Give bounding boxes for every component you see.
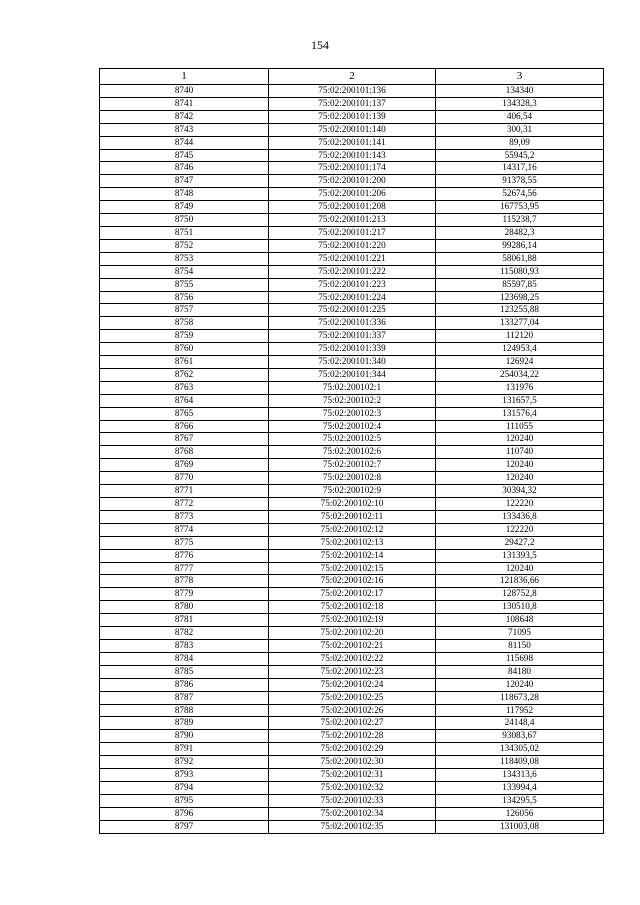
cadastral-number-cell: 75:02:200102:31 bbox=[269, 769, 436, 782]
table-row bbox=[100, 149, 604, 162]
row-number-cell: 8765 bbox=[100, 407, 269, 420]
cadastral-number-cell: 75:02:200102:6 bbox=[269, 446, 436, 459]
row-number-cell: 8778 bbox=[100, 575, 269, 588]
value-cell: 133436,8 bbox=[436, 510, 604, 523]
table-row bbox=[100, 188, 604, 201]
row-number-cell: 8787 bbox=[100, 691, 269, 704]
row-number-cell: 8783 bbox=[100, 639, 269, 652]
table-row bbox=[100, 485, 604, 498]
cadastral-number-cell: 75:02:200102:16 bbox=[269, 575, 436, 588]
table-row bbox=[100, 356, 604, 369]
row-number-cell: 8790 bbox=[100, 730, 269, 743]
cadastral-number-cell: 75:02:200101:225 bbox=[269, 304, 436, 317]
row-number-cell: 8762 bbox=[100, 368, 269, 381]
table-row bbox=[100, 459, 604, 472]
cadastral-number-cell: 75:02:200102:29 bbox=[269, 743, 436, 756]
table-row bbox=[100, 123, 604, 136]
value-cell: 55945,2 bbox=[436, 149, 604, 162]
table-row bbox=[100, 201, 604, 214]
table-row bbox=[100, 807, 604, 820]
row-number-cell: 8786 bbox=[100, 678, 269, 691]
cadastral-number-cell: 75:02:200102:26 bbox=[269, 704, 436, 717]
value-cell: 122220 bbox=[436, 523, 604, 536]
cadastral-number-cell: 75:02:200102:32 bbox=[269, 781, 436, 794]
table-row bbox=[100, 175, 604, 188]
table-row bbox=[100, 536, 604, 549]
value-cell: 85597,85 bbox=[436, 278, 604, 291]
cadastral-number-cell: 75:02:200102:35 bbox=[269, 820, 436, 833]
table-row bbox=[100, 239, 604, 252]
value-cell: 120240 bbox=[436, 472, 604, 485]
table-row bbox=[100, 162, 604, 175]
value-cell: 133994,4 bbox=[436, 781, 604, 794]
value-cell: 123255,88 bbox=[436, 304, 604, 317]
row-number-cell: 8766 bbox=[100, 420, 269, 433]
cadastral-number-cell: 75:02:200102:4 bbox=[269, 420, 436, 433]
value-cell: 134313,6 bbox=[436, 769, 604, 782]
row-number-cell: 8780 bbox=[100, 601, 269, 614]
cadastral-number-cell: 75:02:200101:141 bbox=[269, 136, 436, 149]
table-row bbox=[100, 433, 604, 446]
cadastral-number-cell: 75:02:200101:174 bbox=[269, 162, 436, 175]
row-number-cell: 8770 bbox=[100, 472, 269, 485]
value-cell: 128752,8 bbox=[436, 588, 604, 601]
table-row bbox=[100, 665, 604, 678]
cadastral-number-cell: 75:02:200101:220 bbox=[269, 239, 436, 252]
cadastral-number-cell: 75:02:200102:27 bbox=[269, 717, 436, 730]
row-number-cell: 8740 bbox=[100, 85, 269, 98]
value-cell: 115238,7 bbox=[436, 214, 604, 227]
table-row bbox=[100, 756, 604, 769]
table-row bbox=[100, 627, 604, 640]
cadastral-number-cell: 75:02:200101:137 bbox=[269, 97, 436, 110]
cadastral-number-cell: 75:02:200101:339 bbox=[269, 343, 436, 356]
column-header-1: 1 bbox=[100, 69, 269, 85]
page-number: 154 bbox=[311, 38, 329, 52]
table-row bbox=[100, 639, 604, 652]
row-number-cell: 8755 bbox=[100, 278, 269, 291]
table-row bbox=[100, 85, 604, 98]
row-number-cell: 8763 bbox=[100, 381, 269, 394]
table-row bbox=[100, 510, 604, 523]
cadastral-number-cell: 75:02:200101:221 bbox=[269, 252, 436, 265]
value-cell: 110740 bbox=[436, 446, 604, 459]
value-cell: 120240 bbox=[436, 562, 604, 575]
table-row bbox=[100, 343, 604, 356]
cadastral-number-cell: 75:02:200102:1 bbox=[269, 381, 436, 394]
table-row bbox=[100, 446, 604, 459]
table-row bbox=[100, 317, 604, 330]
row-number-cell: 8788 bbox=[100, 704, 269, 717]
table-row bbox=[100, 136, 604, 149]
row-number-cell: 8751 bbox=[100, 226, 269, 239]
value-cell: 300,31 bbox=[436, 123, 604, 136]
row-number-cell: 8781 bbox=[100, 614, 269, 627]
row-number-cell: 8767 bbox=[100, 433, 269, 446]
cadastral-number-cell: 75:02:200102:19 bbox=[269, 614, 436, 627]
cadastral-number-cell: 75:02:200102:10 bbox=[269, 498, 436, 511]
value-cell: 134328,3 bbox=[436, 97, 604, 110]
cadastral-number-cell: 75:02:200101:136 bbox=[269, 85, 436, 98]
column-header-3: 3 bbox=[436, 69, 604, 85]
table-row bbox=[100, 265, 604, 278]
cadastral-number-cell: 75:02:200101:337 bbox=[269, 330, 436, 343]
value-cell: 89,09 bbox=[436, 136, 604, 149]
value-cell: 123698,25 bbox=[436, 291, 604, 304]
table-row bbox=[100, 394, 604, 407]
table-row bbox=[100, 820, 604, 833]
value-cell: 111055 bbox=[436, 420, 604, 433]
table-row bbox=[100, 652, 604, 665]
row-number-cell: 8794 bbox=[100, 781, 269, 794]
table-row bbox=[100, 214, 604, 227]
value-cell: 120240 bbox=[436, 678, 604, 691]
value-cell: 108648 bbox=[436, 614, 604, 627]
value-cell: 24148,4 bbox=[436, 717, 604, 730]
table-row bbox=[100, 678, 604, 691]
row-number-cell: 8785 bbox=[100, 665, 269, 678]
table-row bbox=[100, 420, 604, 433]
table-row bbox=[100, 523, 604, 536]
value-cell: 84180 bbox=[436, 665, 604, 678]
value-cell: 81150 bbox=[436, 639, 604, 652]
value-cell: 167753,95 bbox=[436, 201, 604, 214]
row-number-cell: 8796 bbox=[100, 807, 269, 820]
row-number-cell: 8775 bbox=[100, 536, 269, 549]
row-number-cell: 8753 bbox=[100, 252, 269, 265]
value-cell: 29427,2 bbox=[436, 536, 604, 549]
cadastral-number-cell: 75:02:200102:14 bbox=[269, 549, 436, 562]
table-row bbox=[100, 601, 604, 614]
value-cell: 58061,88 bbox=[436, 252, 604, 265]
row-number-cell: 8784 bbox=[100, 652, 269, 665]
table-row bbox=[100, 110, 604, 123]
row-number-cell: 8764 bbox=[100, 394, 269, 407]
value-cell: 120240 bbox=[436, 459, 604, 472]
column-header-2: 2 bbox=[269, 69, 436, 85]
value-cell: 126924 bbox=[436, 356, 604, 369]
value-cell: 30394,32 bbox=[436, 485, 604, 498]
cadastral-number-cell: 75:02:200102:8 bbox=[269, 472, 436, 485]
table-row bbox=[100, 730, 604, 743]
row-number-cell: 8769 bbox=[100, 459, 269, 472]
cadastral-number-cell: 75:02:200101:200 bbox=[269, 175, 436, 188]
value-cell: 134305,02 bbox=[436, 743, 604, 756]
cadastral-number-cell: 75:02:200101:336 bbox=[269, 317, 436, 330]
row-number-cell: 8752 bbox=[100, 239, 269, 252]
table-row bbox=[100, 226, 604, 239]
table-row bbox=[100, 498, 604, 511]
cadastral-number-cell: 75:02:200102:9 bbox=[269, 485, 436, 498]
value-cell: 134340 bbox=[436, 85, 604, 98]
table-row bbox=[100, 743, 604, 756]
row-number-cell: 8743 bbox=[100, 123, 269, 136]
cadastral-number-cell: 75:02:200102:24 bbox=[269, 678, 436, 691]
row-number-cell: 8768 bbox=[100, 446, 269, 459]
row-number-cell: 8757 bbox=[100, 304, 269, 317]
value-cell: 124953,4 bbox=[436, 343, 604, 356]
row-number-cell: 8745 bbox=[100, 149, 269, 162]
table-row bbox=[100, 252, 604, 265]
cadastral-number-cell: 75:02:200101:222 bbox=[269, 265, 436, 278]
cadastral-number-cell: 75:02:200101:224 bbox=[269, 291, 436, 304]
row-number-cell: 8744 bbox=[100, 136, 269, 149]
table-row bbox=[100, 472, 604, 485]
cadastral-number-cell: 75:02:200102:23 bbox=[269, 665, 436, 678]
row-number-cell: 8782 bbox=[100, 627, 269, 640]
value-cell: 131393,5 bbox=[436, 549, 604, 562]
table-row bbox=[100, 97, 604, 110]
cadastral-number-cell: 75:02:200102:12 bbox=[269, 523, 436, 536]
value-cell: 115080,93 bbox=[436, 265, 604, 278]
row-number-cell: 8749 bbox=[100, 201, 269, 214]
cadastral-number-cell: 75:02:200101:140 bbox=[269, 123, 436, 136]
cadastral-number-cell: 75:02:200101:206 bbox=[269, 188, 436, 201]
value-cell: 71095 bbox=[436, 627, 604, 640]
value-cell: 118673,28 bbox=[436, 691, 604, 704]
table-header-row bbox=[100, 69, 604, 85]
cadastral-number-cell: 75:02:200102:20 bbox=[269, 627, 436, 640]
cadastral-number-cell: 75:02:200101:344 bbox=[269, 368, 436, 381]
value-cell: 131576,4 bbox=[436, 407, 604, 420]
table-row bbox=[100, 769, 604, 782]
cadastral-number-cell: 75:02:200102:34 bbox=[269, 807, 436, 820]
row-number-cell: 8761 bbox=[100, 356, 269, 369]
table-body bbox=[100, 85, 604, 834]
value-cell: 91378,55 bbox=[436, 175, 604, 188]
row-number-cell: 8795 bbox=[100, 794, 269, 807]
row-number-cell: 8776 bbox=[100, 549, 269, 562]
cadastral-number-cell: 75:02:200101:217 bbox=[269, 226, 436, 239]
row-number-cell: 8760 bbox=[100, 343, 269, 356]
cadastral-number-cell: 75:02:200102:3 bbox=[269, 407, 436, 420]
table-row bbox=[100, 562, 604, 575]
row-number-cell: 8756 bbox=[100, 291, 269, 304]
value-cell: 131976 bbox=[436, 381, 604, 394]
value-cell: 133277,04 bbox=[436, 317, 604, 330]
cadastral-number-cell: 75:02:200101:208 bbox=[269, 201, 436, 214]
cadastral-number-cell: 75:02:200102:5 bbox=[269, 433, 436, 446]
table-row bbox=[100, 304, 604, 317]
cadastral-number-cell: 75:02:200102:33 bbox=[269, 794, 436, 807]
cadastral-number-cell: 75:02:200101:213 bbox=[269, 214, 436, 227]
row-number-cell: 8746 bbox=[100, 162, 269, 175]
table-row bbox=[100, 381, 604, 394]
row-number-cell: 8774 bbox=[100, 523, 269, 536]
value-cell: 115698 bbox=[436, 652, 604, 665]
value-cell: 131003,08 bbox=[436, 820, 604, 833]
table-row bbox=[100, 781, 604, 794]
row-number-cell: 8741 bbox=[100, 97, 269, 110]
value-cell: 131657,5 bbox=[436, 394, 604, 407]
value-cell: 122220 bbox=[436, 498, 604, 511]
cadastral-number-cell: 75:02:200101:139 bbox=[269, 110, 436, 123]
cadastral-number-cell: 75:02:200102:13 bbox=[269, 536, 436, 549]
row-number-cell: 8797 bbox=[100, 820, 269, 833]
cadastral-number-cell: 75:02:200102:7 bbox=[269, 459, 436, 472]
row-number-cell: 8777 bbox=[100, 562, 269, 575]
row-number-cell: 8742 bbox=[100, 110, 269, 123]
cadastral-number-cell: 75:02:200101:223 bbox=[269, 278, 436, 291]
cadastral-number-cell: 75:02:200102:11 bbox=[269, 510, 436, 523]
value-cell: 118409,08 bbox=[436, 756, 604, 769]
row-number-cell: 8747 bbox=[100, 175, 269, 188]
cadastral-number-cell: 75:02:200102:21 bbox=[269, 639, 436, 652]
value-cell: 121836,66 bbox=[436, 575, 604, 588]
table-row bbox=[100, 549, 604, 562]
row-number-cell: 8771 bbox=[100, 485, 269, 498]
row-number-cell: 8792 bbox=[100, 756, 269, 769]
table-row bbox=[100, 330, 604, 343]
value-cell: 112120 bbox=[436, 330, 604, 343]
cadastral-number-cell: 75:02:200101:143 bbox=[269, 149, 436, 162]
value-cell: 28482,3 bbox=[436, 226, 604, 239]
row-number-cell: 8759 bbox=[100, 330, 269, 343]
table-row bbox=[100, 575, 604, 588]
cadastral-number-cell: 75:02:200102:30 bbox=[269, 756, 436, 769]
row-number-cell: 8750 bbox=[100, 214, 269, 227]
table-row bbox=[100, 794, 604, 807]
table-row bbox=[100, 291, 604, 304]
cadastral-number-cell: 75:02:200102:28 bbox=[269, 730, 436, 743]
cadastral-number-cell: 75:02:200102:2 bbox=[269, 394, 436, 407]
row-number-cell: 8793 bbox=[100, 769, 269, 782]
value-cell: 52674,56 bbox=[436, 188, 604, 201]
row-number-cell: 8791 bbox=[100, 743, 269, 756]
row-number-cell: 8773 bbox=[100, 510, 269, 523]
table-row bbox=[100, 704, 604, 717]
row-number-cell: 8779 bbox=[100, 588, 269, 601]
value-cell: 254034,22 bbox=[436, 368, 604, 381]
cadastral-number-cell: 75:02:200102:18 bbox=[269, 601, 436, 614]
value-cell: 134295,5 bbox=[436, 794, 604, 807]
row-number-cell: 8748 bbox=[100, 188, 269, 201]
table-row bbox=[100, 588, 604, 601]
row-number-cell: 8754 bbox=[100, 265, 269, 278]
value-cell: 14317,16 bbox=[436, 162, 604, 175]
row-number-cell: 8789 bbox=[100, 717, 269, 730]
table-row bbox=[100, 691, 604, 704]
value-cell: 130510,8 bbox=[436, 601, 604, 614]
value-cell: 99286,14 bbox=[436, 239, 604, 252]
table-row bbox=[100, 614, 604, 627]
row-number-cell: 8772 bbox=[100, 498, 269, 511]
value-cell: 120240 bbox=[436, 433, 604, 446]
table-row bbox=[100, 278, 604, 291]
row-number-cell: 8758 bbox=[100, 317, 269, 330]
cadastral-number-cell: 75:02:200102:25 bbox=[269, 691, 436, 704]
registry-table bbox=[99, 68, 604, 834]
cadastral-number-cell: 75:02:200102:22 bbox=[269, 652, 436, 665]
value-cell: 406,54 bbox=[436, 110, 604, 123]
value-cell: 93083,67 bbox=[436, 730, 604, 743]
value-cell: 126056 bbox=[436, 807, 604, 820]
table-row bbox=[100, 717, 604, 730]
cadastral-number-cell: 75:02:200102:17 bbox=[269, 588, 436, 601]
cadastral-number-cell: 75:02:200102:15 bbox=[269, 562, 436, 575]
cadastral-number-cell: 75:02:200101:340 bbox=[269, 356, 436, 369]
table-row bbox=[100, 407, 604, 420]
table-row bbox=[100, 368, 604, 381]
value-cell: 117952 bbox=[436, 704, 604, 717]
